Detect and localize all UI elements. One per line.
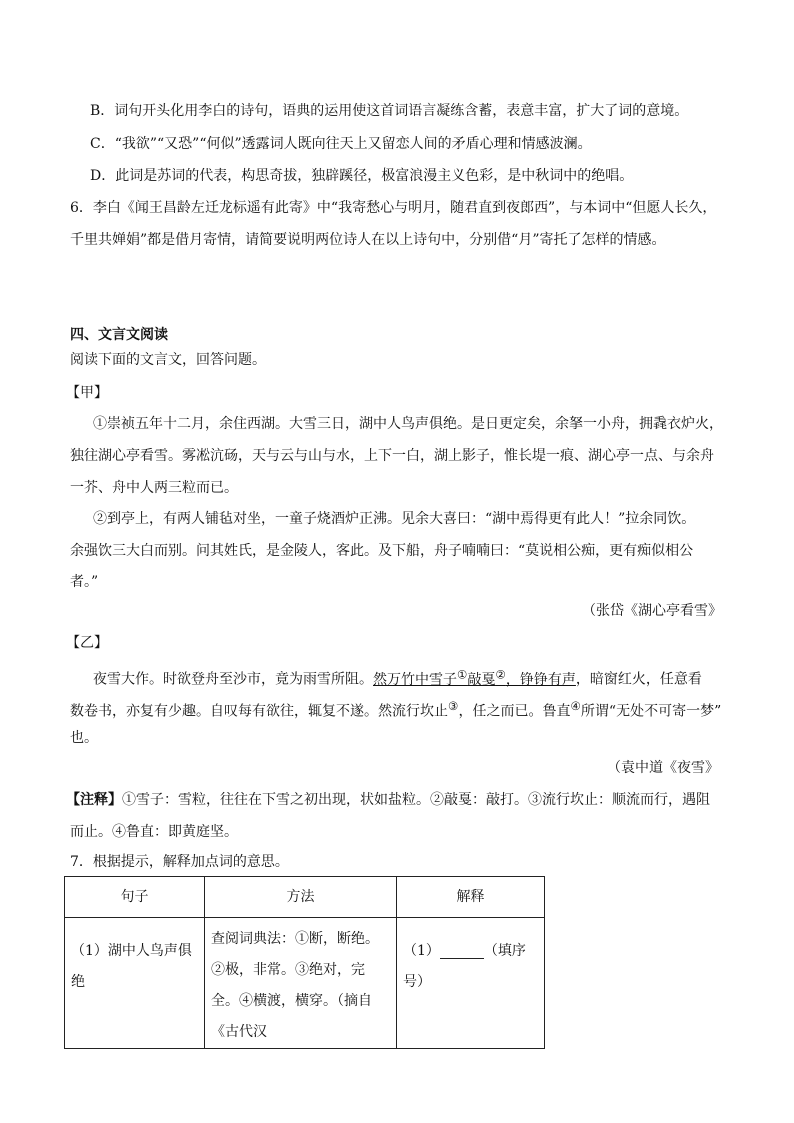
table-cell-method: 查阅词典法：①断，断绝。②极，非常。③绝对，完全。④横渡，横穿。（摘自《古代汉: [205, 918, 397, 1049]
jia-p1-line3: 一芥、舟中人两三粒而已。: [70, 480, 238, 496]
table-cell-answer: （1） （填序号）: [397, 918, 545, 1049]
option-d: D．此词是苏词的代表，构思奇拔，独辟蹊径，极富浪漫主义色彩，是中秋词中的绝唱。: [90, 168, 634, 184]
label-yi: 【乙】: [66, 635, 108, 651]
table-header-method: 方法: [205, 877, 397, 918]
label-jia: 【甲】: [66, 385, 108, 401]
jia-p1-line1: ①崇祯五年十二月，余住西湖。大雪三日，湖中人鸟声俱绝。是日更定矣，余拏一小舟，拥毳衣炉火，: [93, 416, 723, 432]
option-c: C．“我欲”“又恐”“何似”透露词人既向往天上又留恋人间的矛盾心理和情感波澜。: [90, 136, 592, 152]
yi-line1: 夜雪大作。时欲登舟至沙市，竟为雨雪所阻。然万竹中雪子①敲戛②，铮铮有声，暗窗红火，任意看: [93, 667, 702, 688]
table-header-sentence: 句子: [65, 877, 205, 918]
question-7-title: 7．根据提示，解释加点词的意思。: [70, 854, 289, 870]
jia-p2-line2: 余强饮三大白而别。问其姓氏，是金陵人，客此。及下船，舟子喃喃曰：“莫说相公痴，更有痴似相公: [70, 543, 694, 559]
notes-line1: 【注释】①雪子：雪粒，往往在下雪之初出现，状如盐粒。②敲戛：敲打。③流行坎止：顺流而行，遇阻: [66, 792, 710, 808]
notes-line2: 而止。④鲁直：即黄庭坚。: [70, 824, 238, 840]
section-title: 四、文言文阅读: [70, 327, 168, 343]
question-6-line1: 6．李白《闻王昌龄左迁龙标遥有此寄》中“我寄愁心与明月，随君直到夜郎西”，与本词中“但愿人长久，: [70, 200, 717, 216]
jia-p1-line2: 独往湖心亭看雪。雾凇沆砀，天与云与山与水，上下一白，湖上影子，惟长堤一痕、湖心亭一点、与余舟: [70, 448, 714, 464]
table-cell-sentence: （1）湖中人鸟声俱绝: [65, 918, 205, 1049]
yi-source: （袁中道《夜雪》: [607, 760, 719, 776]
section-intro: 阅读下面的文言文，回答问题。: [70, 352, 266, 368]
jia-p2-line3: 者。”: [70, 574, 99, 590]
question-6-line2: 千里共婵娟”都是借月寄情，请简要说明两位诗人在以上诗句中，分别借“月”寄托了怎样的情感。: [70, 232, 666, 248]
table-header-answer: 解释: [397, 877, 545, 918]
question-7-table: [64, 876, 545, 1049]
jia-p2-line1: ②到亭上，有两人铺毡对坐，一童子烧酒炉正沸。见余大喜曰：“湖中焉得更有此人！”拉余同饮。: [93, 511, 696, 527]
answer-blank[interactable]: [440, 940, 484, 959]
underlined-phrase: 然万竹中雪子①敲戛②，铮铮有声: [373, 667, 576, 688]
yi-line3: 也。: [70, 730, 98, 746]
yi-line2: 数卷书，亦复有少趣。自叹每有欲往，辄复不遂。然流行坎止③，任之而已。鲁直④所谓“无处不可寄一梦”: [70, 699, 722, 720]
option-b: B．词句开头化用李白的诗句，语典的运用使这首词语言凝练含蓄，表意丰富，扩大了词的意境。: [90, 103, 689, 119]
jia-source: （张岱《湖心亭看雪》: [582, 603, 722, 619]
